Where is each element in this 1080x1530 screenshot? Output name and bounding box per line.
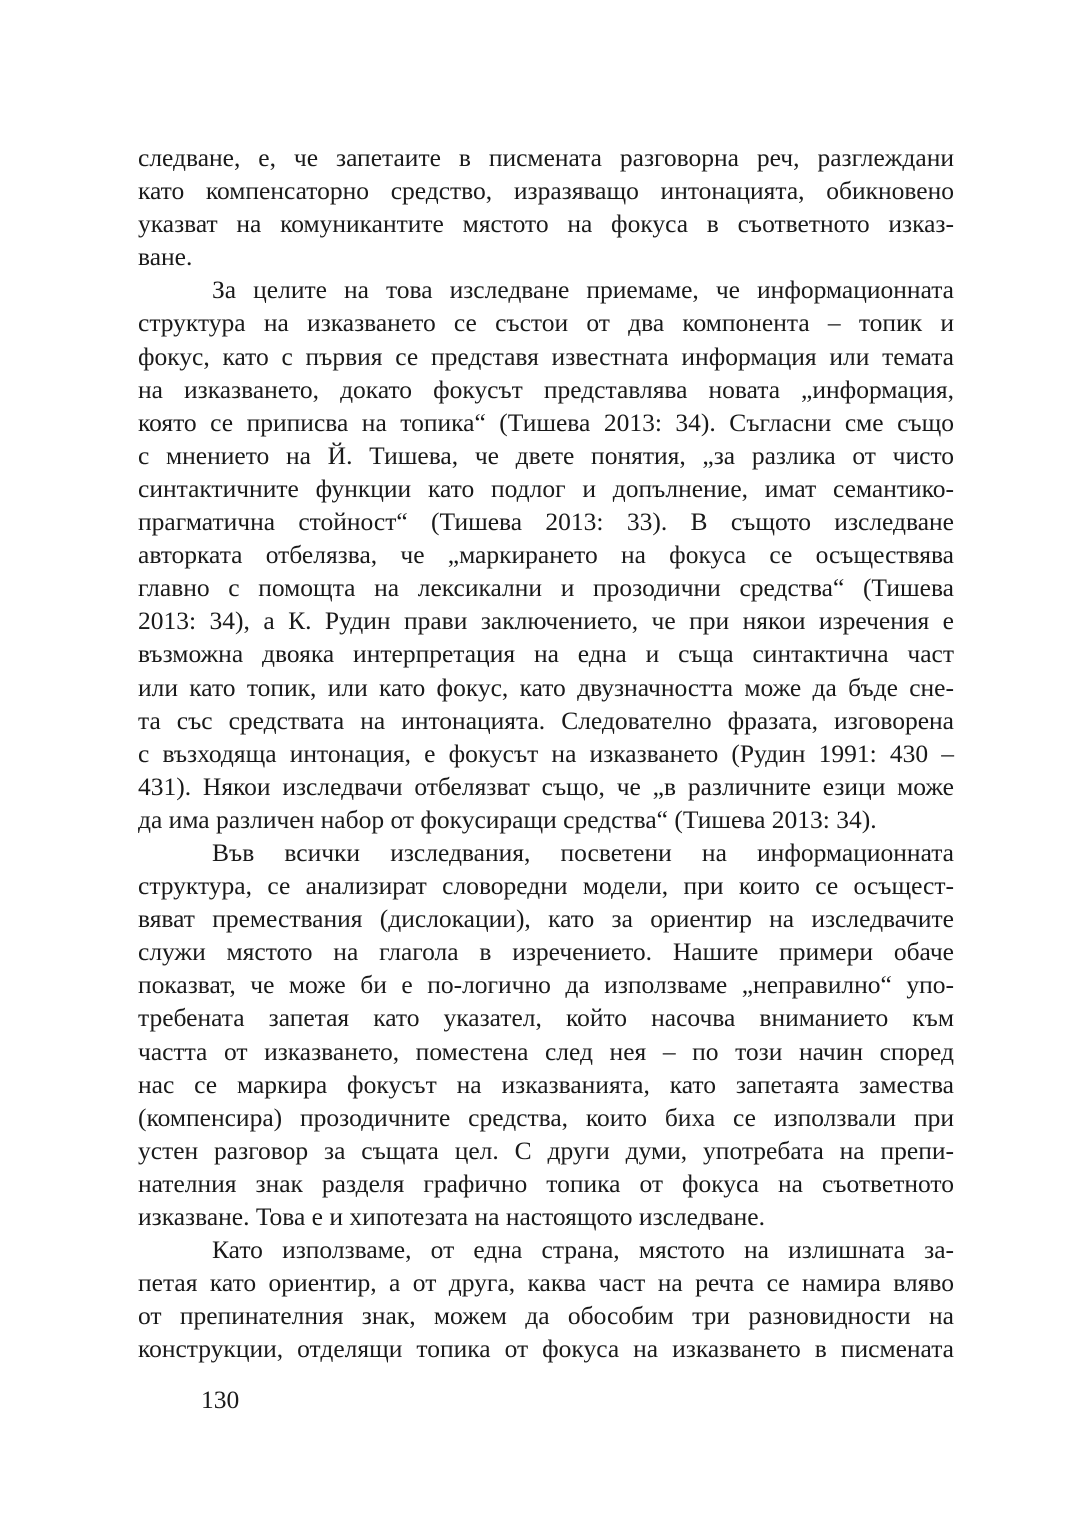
text-line: 431). Някои изследвачи отбелязват също, че „в различните езици може <box>138 771 954 801</box>
text-line: като компенсаторно средство, изразяващо интонацията, обикновено <box>138 176 954 206</box>
text-line: частта от изказването, поместена след нея – по този начин според <box>138 1036 954 1066</box>
paragraph <box>138 273 954 836</box>
text-line: нас се маркира фокусът на изказванията, като запетаята замества <box>138 1069 954 1099</box>
text-line: фокус, като с първия се представя известната информация или темата <box>138 341 954 371</box>
text-line: главно с помощта на лексикални и прозодични средства“ (Тишева <box>138 573 954 603</box>
text-line: устен разговор за същата цел. С други думи, употребата на препи- <box>138 1135 954 1165</box>
text-line: ване. <box>138 242 193 272</box>
text-line: на изказването, докато фокусът представлява новата „информация, <box>138 374 954 404</box>
text-line: 2013: 34), а К. Рудин прави заключението, че при някои изречения е <box>138 606 954 636</box>
text-line: прагматична стойност“ (Тишева 2013: 33). В същото изследване <box>138 507 954 537</box>
body-text <box>138 141 954 1365</box>
page-number: 130 <box>201 1385 240 1414</box>
text-line: Във всички изследвания, посветени на информационната <box>212 837 954 867</box>
paragraph <box>138 141 954 273</box>
text-line: требената запетая като указател, който насочва вниманието към <box>138 1003 954 1033</box>
text-line: Като използваме, от една страна, мястото на излишната за- <box>212 1235 954 1265</box>
text-line: структура на изказването се състои от два компонента – топик и <box>138 308 954 338</box>
text-line: служи мястото на глагола в изречението. Нашите примери обаче <box>138 937 954 967</box>
text-line: да има различен набор от фокусиращи средства“ (Тишева 2013: 34). <box>138 804 877 834</box>
text-line: та със средствата на интонацията. Следователно фразата, изговорена <box>138 705 954 735</box>
text-line: показват, че може би е по-логично да използваме „неправилно“ упо- <box>138 970 954 1000</box>
text-line: вяват премествания (дислокации), като за ориентир на изследвачите <box>138 904 954 934</box>
text-line: или като топик, или като фокус, като двузначността може да бъде сне- <box>138 672 954 702</box>
text-line: петая като ориентир, а от друга, каква част на речта се намира вляво <box>138 1268 954 1298</box>
text-line: конструкции, отделящи топика от фокуса на изказването в писмената <box>138 1334 954 1364</box>
text-line: от препинателния знак, можем да обособим три разновидности на <box>138 1301 954 1331</box>
text-line: с възходяща интонация, е фокусът на изказването (Рудин 1991: 430 – <box>138 738 954 768</box>
text-line: нателния знак разделя графично топика от фокуса на съответното <box>138 1168 954 1198</box>
text-line: указват на комуникантите мястото на фокуса в съответното изказ- <box>138 209 954 239</box>
text-line: с мнението на Й. Тишева, че двете понятия, „за разлика от чисто <box>138 440 954 470</box>
text-line: която се приписва на топика“ (Тишева 2013: 34). Съгласни сме също <box>138 407 954 437</box>
text-line: възможна двояка интерпретация на една и съща синтактична част <box>138 639 954 669</box>
text-line: авторката отбелязва, че „маркирането на фокуса се осъществява <box>138 540 954 570</box>
text-line: За целите на това изследване приемаме, че информационната <box>212 275 954 305</box>
text-line: (компенсира) прозодичните средства, които биха се използвали при <box>138 1102 954 1132</box>
text-line: структура, се анализират словоредни модели, при които се осъщест- <box>138 871 954 901</box>
paragraph <box>138 836 954 1233</box>
text-line: синтактичните функции като подлог и допълнение, имат семантико- <box>138 473 954 503</box>
text-line: следване, е, че запетаите в писмената разговорна реч, разглеждани <box>138 143 954 172</box>
paragraph <box>138 1233 954 1365</box>
text-line: изказване. Това е и хипотезата на настоящото изследване. <box>138 1202 765 1231</box>
